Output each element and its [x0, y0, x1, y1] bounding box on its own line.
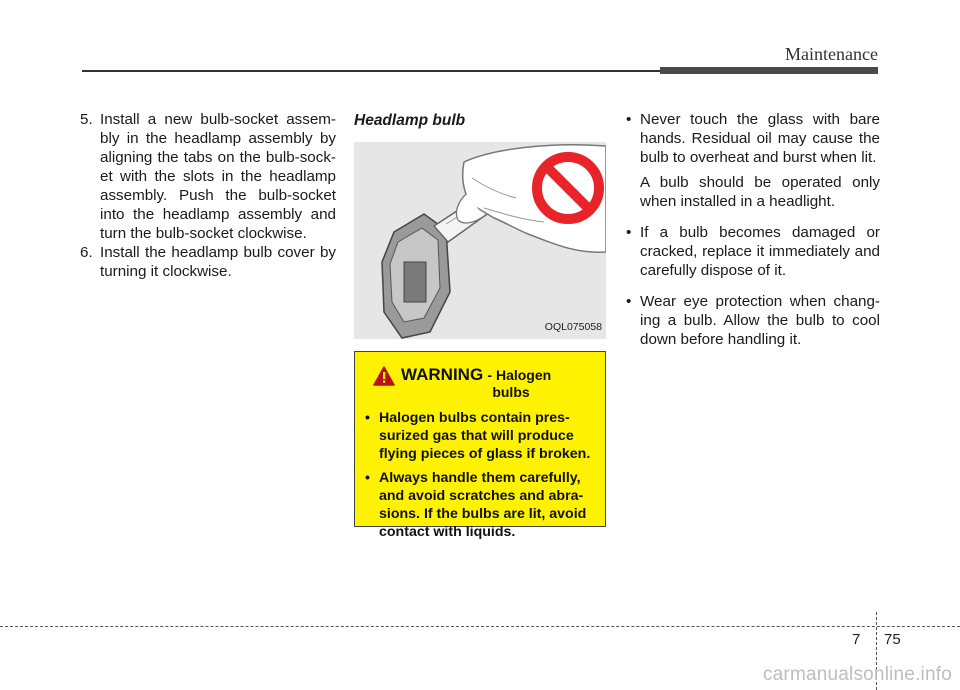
- warning-subtitle-cont: bulbs: [492, 384, 530, 400]
- prohibited-sign-icon: [530, 150, 606, 226]
- warning-item: [363, 409, 597, 463]
- step-item: [80, 243, 336, 281]
- figure-code: OQL075058: [544, 321, 602, 333]
- chapter-number: 7: [852, 631, 861, 648]
- bullet-dot: •: [626, 224, 632, 241]
- caution-item: [626, 110, 880, 217]
- bullet-dot: •: [365, 470, 370, 486]
- steps-column: [80, 110, 336, 281]
- caution-text: Wear eye protection when chang-ing a bulb. Allow the bulb to cool down before handling it.: [640, 293, 880, 348]
- watermark-text: carmanualsonline.info: [762, 664, 952, 685]
- caution-text: If a bulb becomes damaged or cracked, replace it immediately and carefully dispose of it.: [640, 224, 880, 279]
- warning-header: [373, 366, 597, 401]
- warning-subtitle: - Halogen: [487, 367, 552, 383]
- warning-item: [363, 469, 597, 541]
- cautions-column: [626, 110, 880, 361]
- warning-item-text: Always handle them carefully, and avoid scratches and abra-sions. If the bulbs are lit, avoid contact with liquids.: [379, 470, 587, 540]
- bullet-dot: •: [626, 293, 632, 310]
- step-text: Install a new bulb-socket assem-bly in the headlamp assembly by aligning the tabs on the bulb-sock-et with the slots in the headlamp assembly. Push the bulb-socket into the headlamp assembly and turn the bulb-socket clockwise.: [100, 111, 336, 242]
- bullet-dot: •: [626, 111, 632, 128]
- warning-item-text: Halogen bulbs contain pres-surized gas that will produce flying pieces of glass if broken.: [379, 410, 591, 462]
- caution-item: [626, 223, 880, 286]
- warning-triangle-icon: [373, 366, 395, 386]
- header-rule-thick: [660, 67, 878, 74]
- caution-extra-text: A bulb should be operated only when installed in a headlight.: [640, 174, 880, 210]
- caution-item: [626, 292, 880, 355]
- page-header-title: Maintenance: [785, 44, 878, 64]
- page-number: 75: [884, 631, 901, 648]
- step-number: 6.: [80, 244, 93, 261]
- headlamp-section: [354, 111, 606, 540]
- bullet-dot: •: [365, 410, 370, 426]
- step-number: 5.: [80, 111, 93, 128]
- header-rule-thin: [82, 70, 662, 72]
- caution-text: Never touch the glass with bare hands. Residual oil may cause the bulb to overheat and burst when lit.: [640, 111, 880, 166]
- footer-rule: [0, 626, 960, 627]
- step-item: [80, 110, 336, 243]
- warning-title: WARNING: [401, 365, 484, 384]
- step-text: Install the headlamp bulb cover by turning it clockwise.: [100, 244, 336, 280]
- section-heading: Headlamp bulb: [354, 112, 466, 129]
- warning-box: [354, 351, 606, 540]
- headlamp-bulb-figure: [354, 142, 606, 339]
